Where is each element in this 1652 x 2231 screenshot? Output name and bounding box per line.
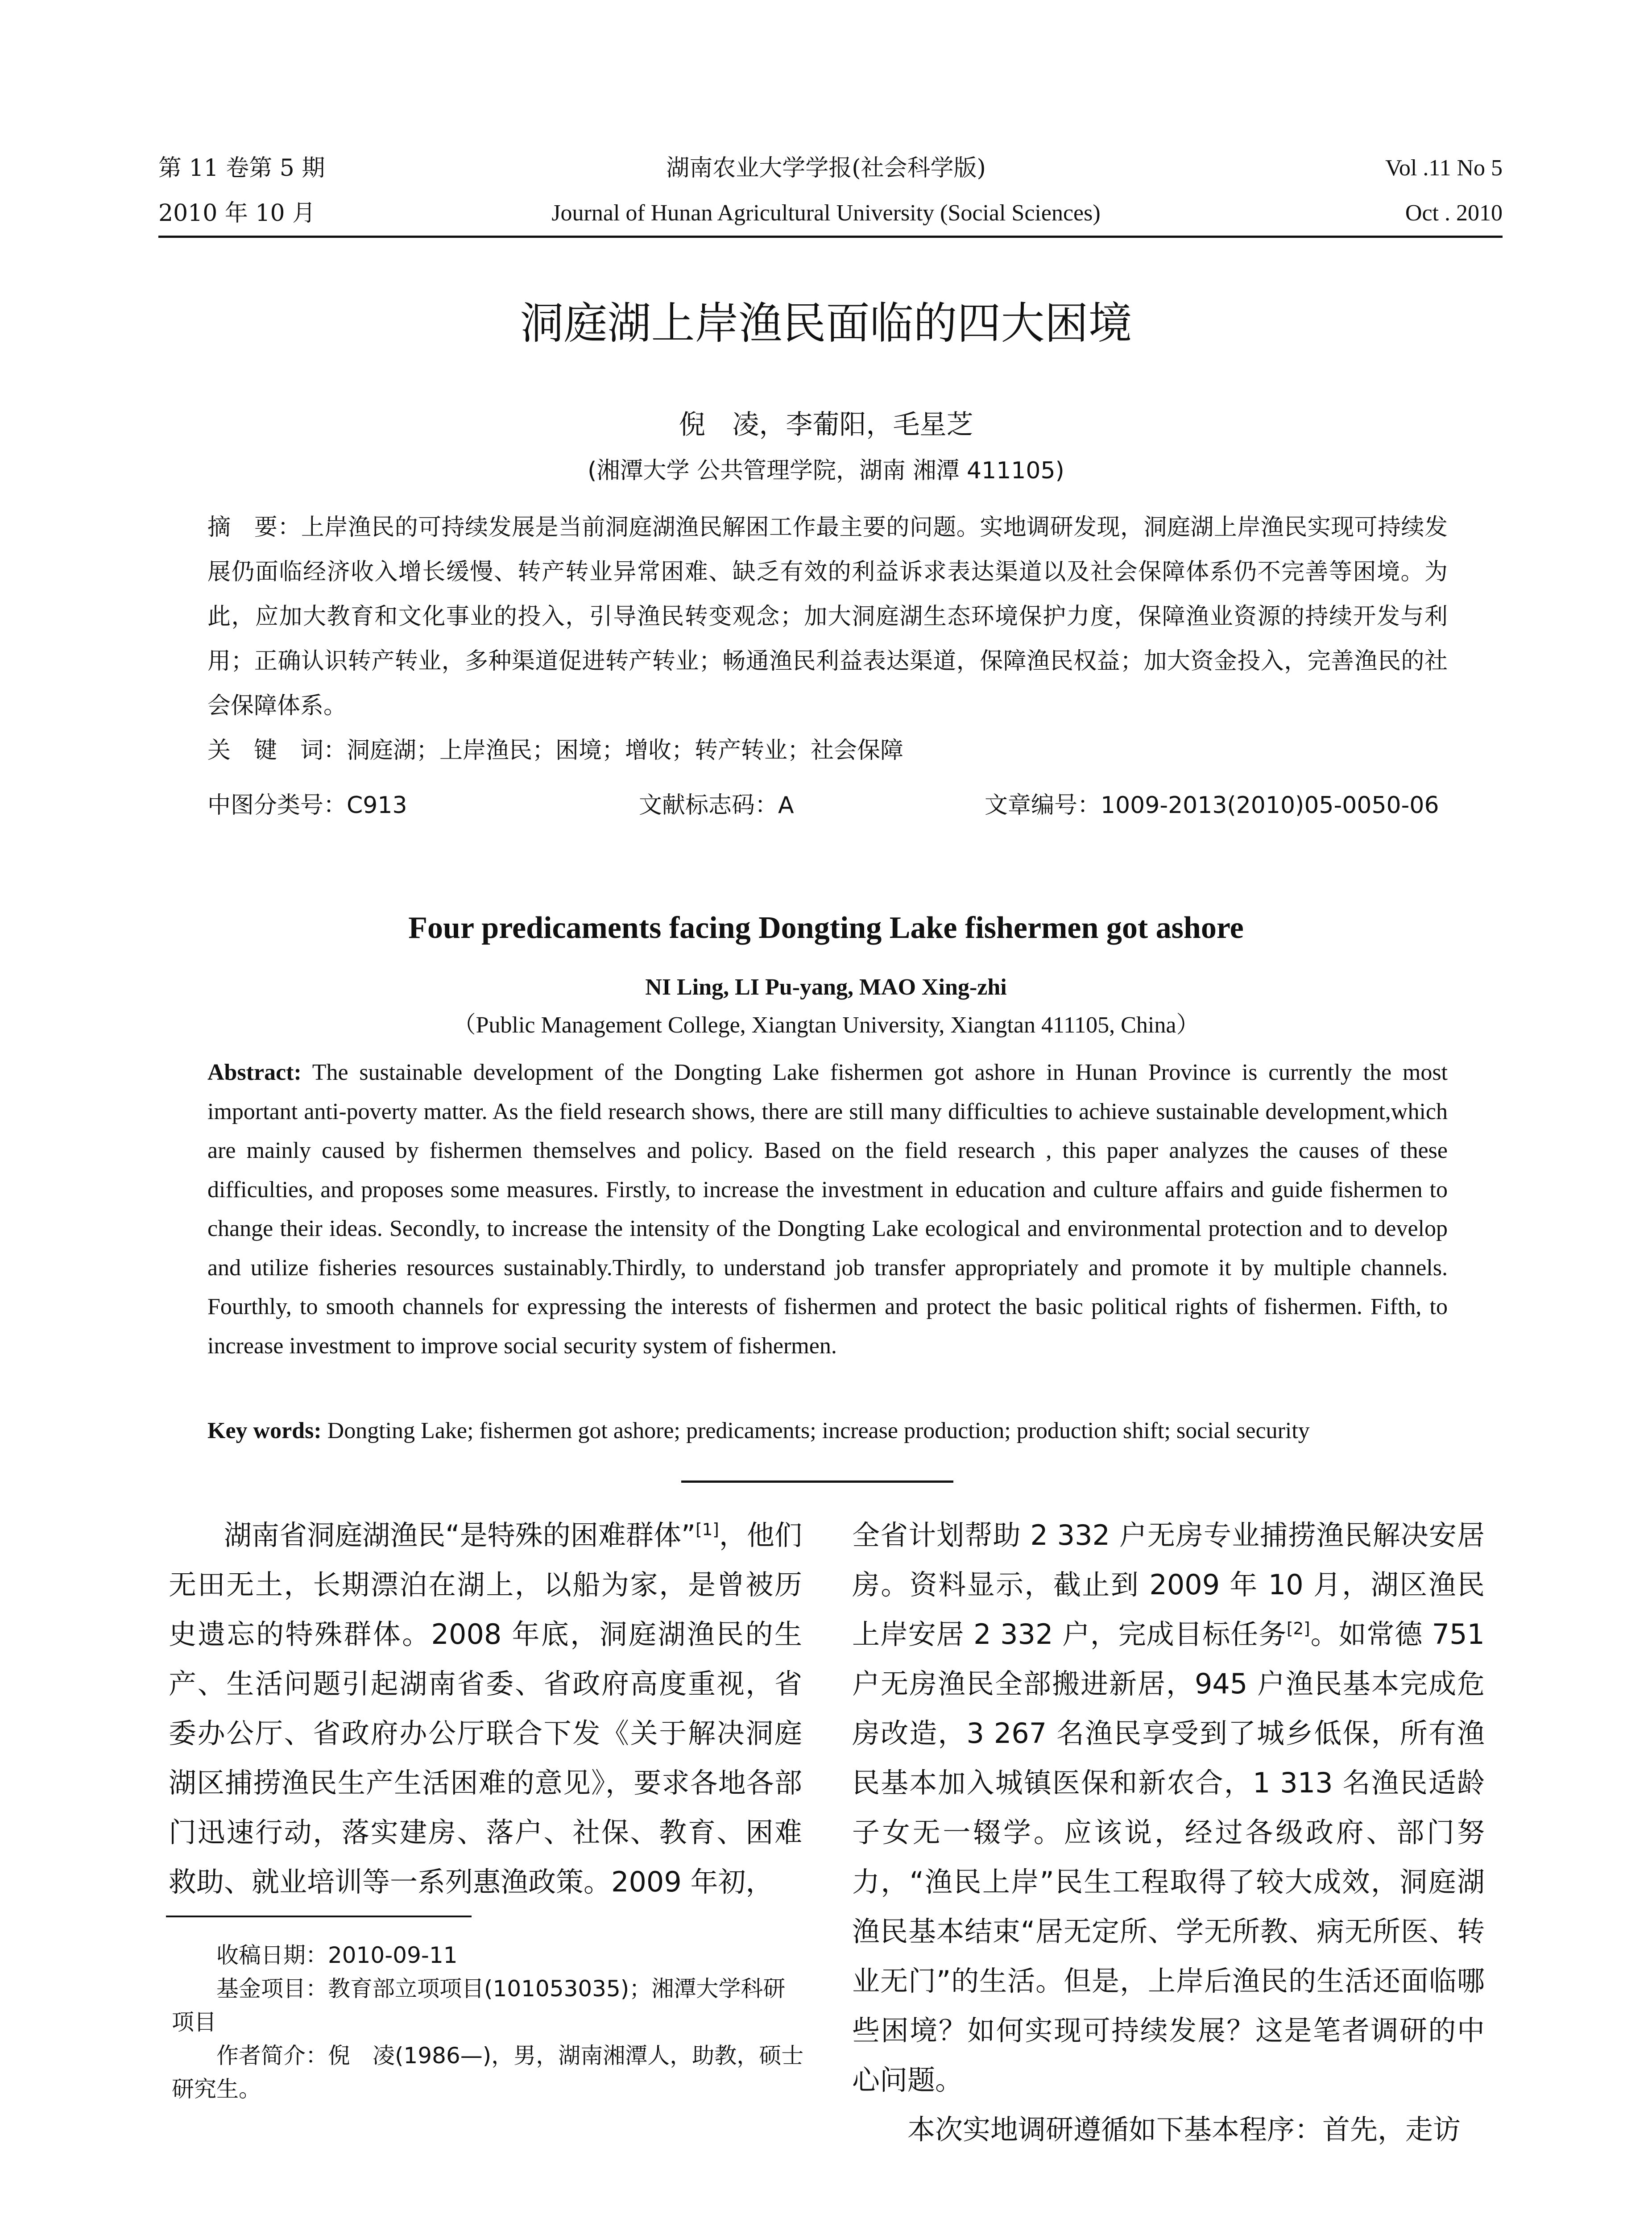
header-date-cn: 2010 年 10 月 <box>158 200 316 227</box>
footnote-rule <box>166 1916 472 1917</box>
keywords-en-label: Key words: <box>207 1418 322 1443</box>
citation-ref: [1] <box>696 1519 719 1539</box>
header-journal-en: Journal of Hunan Agricultural University (Social Sciences) <box>551 200 1101 226</box>
body-paragraph <box>169 1510 802 1907</box>
header-date-en: Oct . 2010 <box>1405 200 1503 226</box>
header-volume-cn: 第 11 卷第 5 期 <box>158 155 325 182</box>
citation-ref: [2] <box>1287 1618 1310 1638</box>
abstract-cn-text: 上岸渔民的可持续发展是当前洞庭湖渔民解困工作最主要的问题。实地调研发现，洞庭湖上岸渔民实现可持续发展仍面临经济收入增长缓慢、转产转业异常困难、缺乏有效的利益诉求表达渠道以及社会保障体系仍不完善等困境。为此，应加大教育和文化事业的投入，引导渔民转变观念；加大洞庭湖生态环境保护力度，保障渔业资源的持续开发与利用；正确认识转产转业，多种渠道促进转产转业；畅通渔民利益表达渠道，保障渔民权益；加大资金投入，完善渔民的社会保障体系。 <box>207 514 1448 719</box>
affiliation-cn: (湘潭大学 公共管理学院，湖南 湘潭 411105) <box>588 457 1064 484</box>
body-text: 。如常德 751 户无房渔民全部搬进新居，945 户渔民基本完成危房改造，3 267 名渔民享受到了城乡低保，所有渔民基本加入城镇医保和新农合，1 313 名渔民适龄子女无一辍学。应该说，经过各级政府、部门努力，“渔民上岸”民生工程取得了较大成效，洞庭湖渔民基本结束“居无定所、学无所教、病无所医、转业无门”的生活。但是，上岸后渔民的生活还面临哪些困境？如何实现可持续发展？这是笔者调研的中心问题。 <box>852 1618 1485 2096</box>
header-volume-en: Vol .11 No 5 <box>1385 155 1503 181</box>
footnote-fund: 基金项目：教育部立项项目(101053035)；湘潭大学科研项目 <box>172 1976 786 2035</box>
page-title-cn: 洞庭湖上岸渔民面临的四大困境 <box>520 298 1132 349</box>
header-rule <box>158 236 1503 238</box>
footnotes <box>172 1939 805 2106</box>
authors-en: NI Ling, LI Pu-yang, MAO Xing-zhi <box>645 975 1007 1000</box>
authors-cn: 倪 凌，李葡阳，毛星芝 <box>679 409 973 440</box>
classification-doc-code: 文献标志码：A <box>639 792 794 819</box>
footnote-received: 收稿日期：2010-09-11 <box>216 1942 458 1968</box>
body-paragraph <box>852 1510 1485 2105</box>
abstract-en-label: Abstract: <box>207 1060 302 1085</box>
header-journal-cn: 湖南农业大学学报(社会科学版) <box>666 155 986 182</box>
keywords-cn-text: 洞庭湖；上岸渔民；困境；增收；转产转业；社会保障 <box>347 737 904 764</box>
abstract-cn <box>207 505 1448 728</box>
body-paragraph: 本次实地调研遵循如下基本程序：首先，走访 <box>907 2113 1461 2146</box>
abstract-cn-label: 摘 要： <box>207 514 301 541</box>
keywords-en-text: Dongting Lake; fishermen got ashore; predicaments; increase production; production shift; social security <box>327 1418 1310 1443</box>
classification-article-no: 文章编号：1009-2013(2010)05-0050-06 <box>985 792 1439 819</box>
body-right-column <box>852 1510 1485 2154</box>
page-title-en: Four predicaments facing Dongting Lake fishermen got ashore <box>408 911 1244 945</box>
body-text: 全省计划帮助 2 332 户无房专业捕捞渔民解决安居房。资料显示，截止到 2009 年 10 月，湖区渔民上岸安居 2 332 户，完成目标任务 <box>852 1519 1485 1650</box>
body-text: 湖南省洞庭湖渔民“是特殊的困难群体” <box>224 1519 696 1551</box>
classification-clc: 中图分类号：C913 <box>207 792 407 819</box>
abstract-en-text: The sustainable development of the Dongting Lake fishermen got ashore in Hunan Province is currently the most important anti-poverty matter. As the field research shows, there are still many difficulties to achieve sustainable development,which are mainly caused by fishermen themselves and policy. Based on the field research , this paper analyzes the causes of these difficulties, and proposes some measures. Firstly, to increase the investment in education and culture affairs and guide fishermen to change their ideas. Secondly, to increase the intensity of the Dongting Lake ecological and environmental protection and to develop and utilize fisheries resources sustainably.Thirdly, to understand job transfer appropriately and promote it by multiple channels. Fourthly, to smooth channels for expressing the interests of fishermen and protect the basic political rights of fishermen. Fifth, to increase investment to improve social security system of fishermen. <box>207 1060 1448 1359</box>
abstract-en <box>207 1053 1448 1365</box>
keywords-cn-label: 关 键 词： <box>207 737 347 764</box>
affiliation-en: （Public Management College, Xiangtan University, Xiangtan 411105, China） <box>452 1012 1200 1038</box>
keywords-cn <box>207 728 1448 773</box>
body-text: ，他们无田无土，长期漂泊在湖上，以船为家，是曾被历史遗忘的特殊群体。2008 年底，洞庭湖渔民的生产、生活问题引起湖南省委、省政府高度重视，省委办公厅、省政府办公厅联合下发《关于解决洞庭湖区捕捞渔民生产生活困难的意见》，要求各地各部门迅速行动，落实建房、落户、社保、教育、困难救助、就业培训等一系列惠渔政策。2009 年初， <box>169 1519 802 1898</box>
keywords-en <box>207 1411 1457 1451</box>
body-left-column <box>169 1510 802 1907</box>
footnote-author: 作者简介：倪 凌(1986—)，男，湖南湘潭人，助教，硕士研究生。 <box>172 2043 804 2102</box>
section-separator <box>681 1480 953 1483</box>
